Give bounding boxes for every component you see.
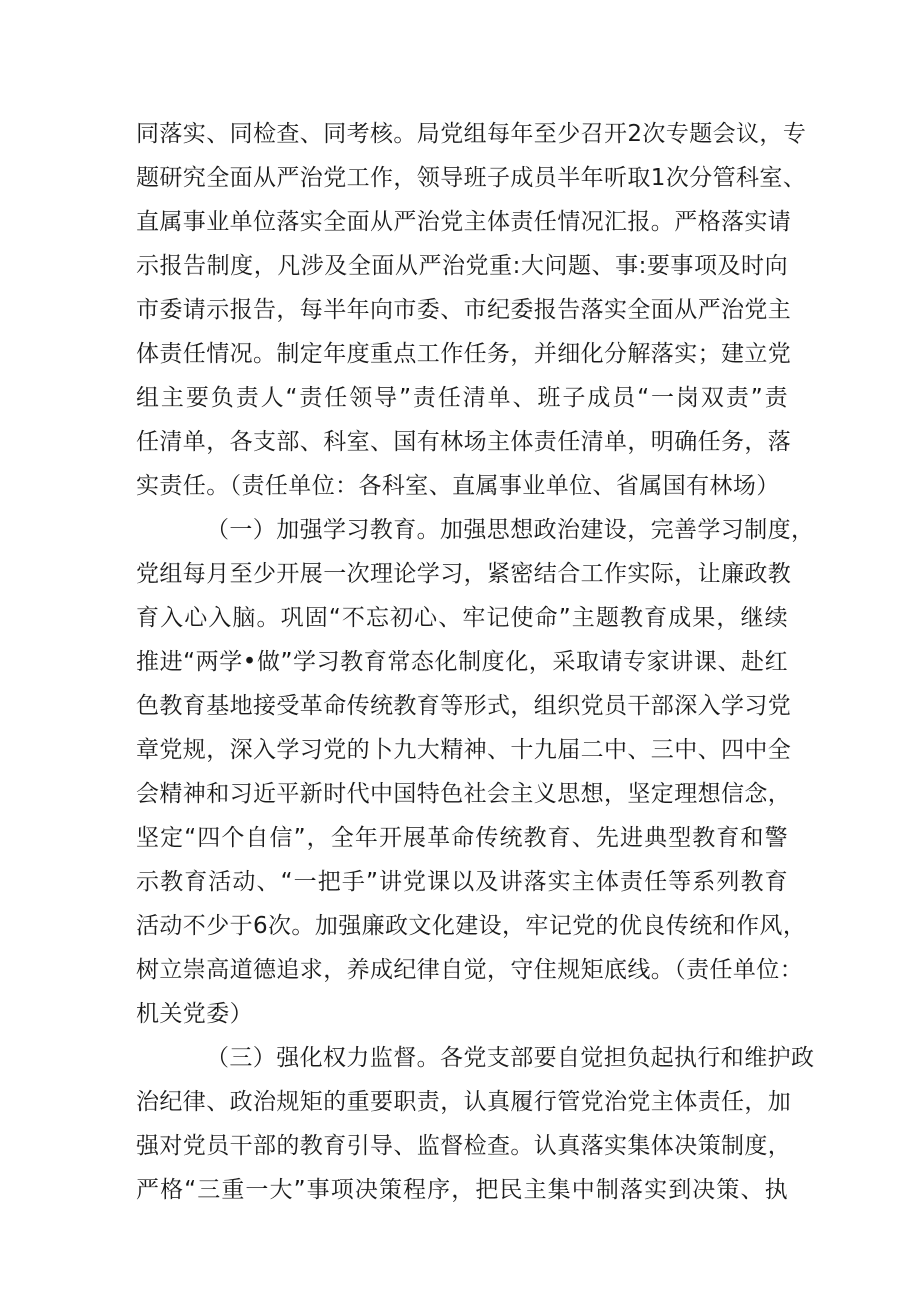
text-line: 示报告制度，凡涉及全面从严治党重:大问题、事:要事项及时向 [136, 253, 788, 279]
document-body [136, 112, 815, 1212]
text-line: 活动不少于6次。加强廉政文化建设，牢记党的优良传统和作风， [136, 913, 807, 939]
text-line: 会精神和习近平新时代中国特色社会主义思想，坚定理想信念， [136, 781, 792, 807]
text-line: 机关党委） [136, 1001, 253, 1027]
text-line: 市委请示报告，每半年向市委、市纪委报告落实全面从严治党主 [136, 297, 792, 323]
text-line: 树立崇高道德追求，养成纪律自觉，守住规矩底线。（责任单位： [136, 957, 804, 983]
text-line: 题研究全面从严治党工作，领导班子成员半年听取1次分管科室、 [136, 165, 807, 191]
text-line: 体责任情况。制定年度重点工作任务，并细化分解落实；建立党 [136, 341, 792, 367]
text-line: 组主要负责人“责任领导”责任清单、班子成员“一岗双责”责 [136, 385, 788, 411]
paragraph-responsibility [136, 112, 807, 508]
text-line: 党组每月至少开展一次理论学习，紧密结合工作实际，让廉政教 [136, 561, 792, 587]
text-line: 坚定“四个自信”，全年开展革命传统教育、先进典型教育和警 [136, 825, 788, 851]
text-line: 实责任。（责任单位：各科室、直属事业单位、省属国有林场） [136, 473, 780, 499]
paragraph-study-education [136, 508, 815, 1036]
text-line: 强对党员干部的教育引导、监督检查。认真落实集体决策制度， [136, 1133, 792, 1159]
text-line: 直属事业单位落实全面从严治党主体责任情况汇报。严格落实请 [136, 209, 792, 235]
text-line: 章党规，深入学习党的卜九大精神、十九届二中、三中、四中全 [136, 737, 792, 763]
section-heading-line: （三）强化权力监督。各党支部要自觉担负起执行和维护政 [206, 1045, 815, 1071]
text-line: 育入心入脑。巩固“不忘初心、牢记使命”主题教育成果，继续 [136, 605, 788, 631]
text-line: 示教育活动、“一把手”讲党课以及讲落实主体责任等系列教育 [136, 869, 788, 895]
paragraph-power-supervision [136, 1036, 815, 1212]
text-line: 治纪律、政治规矩的重要职责，认真履行管党治党主体责任，加 [136, 1089, 792, 1115]
text-line: 严格“三重一大”事项决策程序，把民主集中制落实到决策、执 [136, 1177, 788, 1203]
text-line: 色教育基地接受革命传统教育等形式，组织党员干部深入学习党 [136, 693, 792, 719]
text-line: 同落实、同检查、同考核。局党组每年至少召开2次专题会议，专 [136, 121, 807, 147]
section-heading-line: （一）加强学习教育。加强思想政治建设，完善学习制度， [206, 517, 815, 543]
text-line: 推进“两学•做”学习教育常态化制度化，采取请专家讲课、赴红 [136, 649, 788, 675]
text-line: 任清单，各支部、科室、国有林场主体责任清单，明确任务，落 [136, 429, 792, 455]
